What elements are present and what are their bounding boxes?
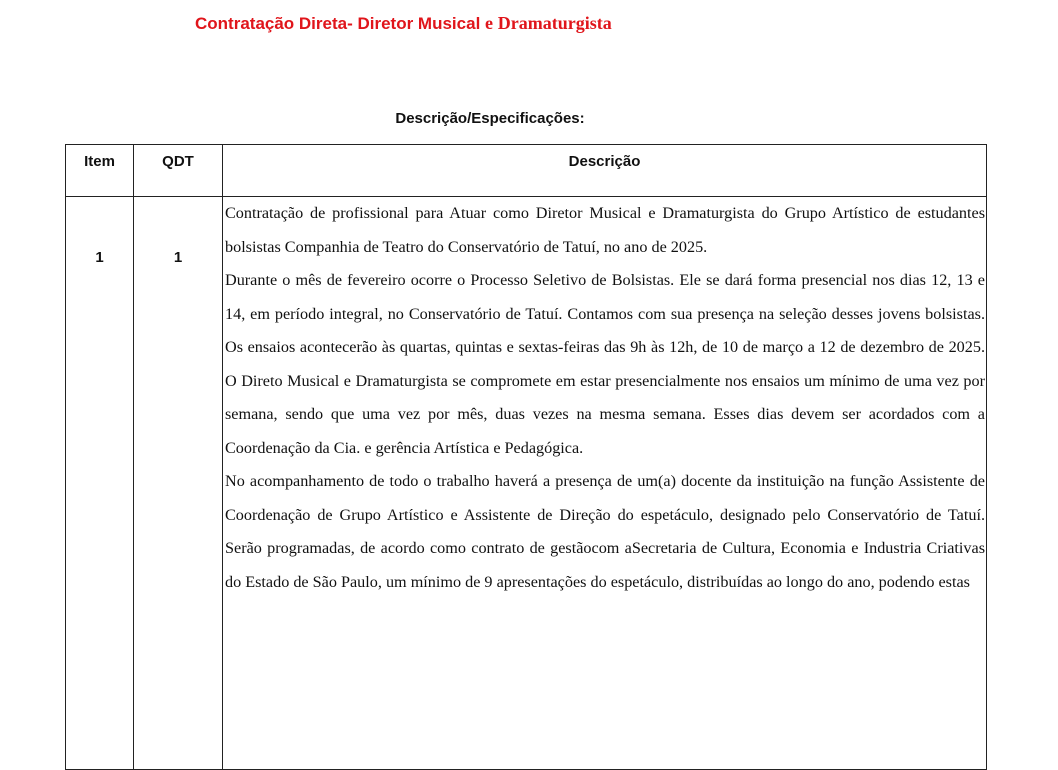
specifications-table [65,144,987,770]
document-title [195,13,612,34]
header-item: Item [66,145,134,197]
cell-qdt: 1 [134,197,223,770]
description-paragraph-2: Durante o mês de fevereiro ocorre o Processo Seletivo de Bolsistas. Ele se dará forma presencial nos dias 12, 13 e 14, em período integral, no Conservatório de Tatuí. Contamos com sua presença na seleção desses jovens bolsistas. Os ensaios acontecerão às quartas, quintas e sextas-feiras das 9h às 12h, de 10 de março a 12 de dezembro de 2025. O Direto Musical e Dramaturgista se compromete em estar presencialmente nos ensaios um mínimo de uma vez por semana, sendo que uma vez por mês, duas vezes na mesma semana. Esses dias devem ser acordados com a Coordenação da Cia. e gerência Artística e Pedagógica. [225,271,985,457]
description-paragraph-1: Contratação de profissional para Atuar como Diretor Musical e Dramaturgista do Grupo Artístico de estudantes bolsistas Companhia de Teatro do Conservatório de Tatuí, no ano de 2025. [225,204,985,256]
header-qdt: QDT [134,145,223,197]
document-title-e: e [485,13,494,33]
header-descricao: Descrição [223,145,987,197]
table-row [66,197,987,770]
document-title-end: Dramaturgista [497,13,612,33]
cell-descricao [223,197,987,770]
description-paragraph-3: No acompanhamento de todo o trabalho haverá a presença de um(a) docente da instituição na função Assistente de Coordenação de Grupo Artístico e Assistente de Direção do espetáculo, designado pelo Conservatório de Tatuí. Serão programadas, de acordo como contrato de gestãocom aSecretaria de Cultura, Economia e Industria Criativas do Estado de São Paulo, um mínimo de 9 apresentações do espetáculo, distribuídas ao longo do ano, podendo estas [225,472,985,591]
section-subtitle: Descrição/Especificações: [395,110,585,127]
cell-item: 1 [66,197,134,770]
table-header-row [66,145,987,197]
document-title-main: Contratação Direta- Diretor Musical [195,14,481,33]
